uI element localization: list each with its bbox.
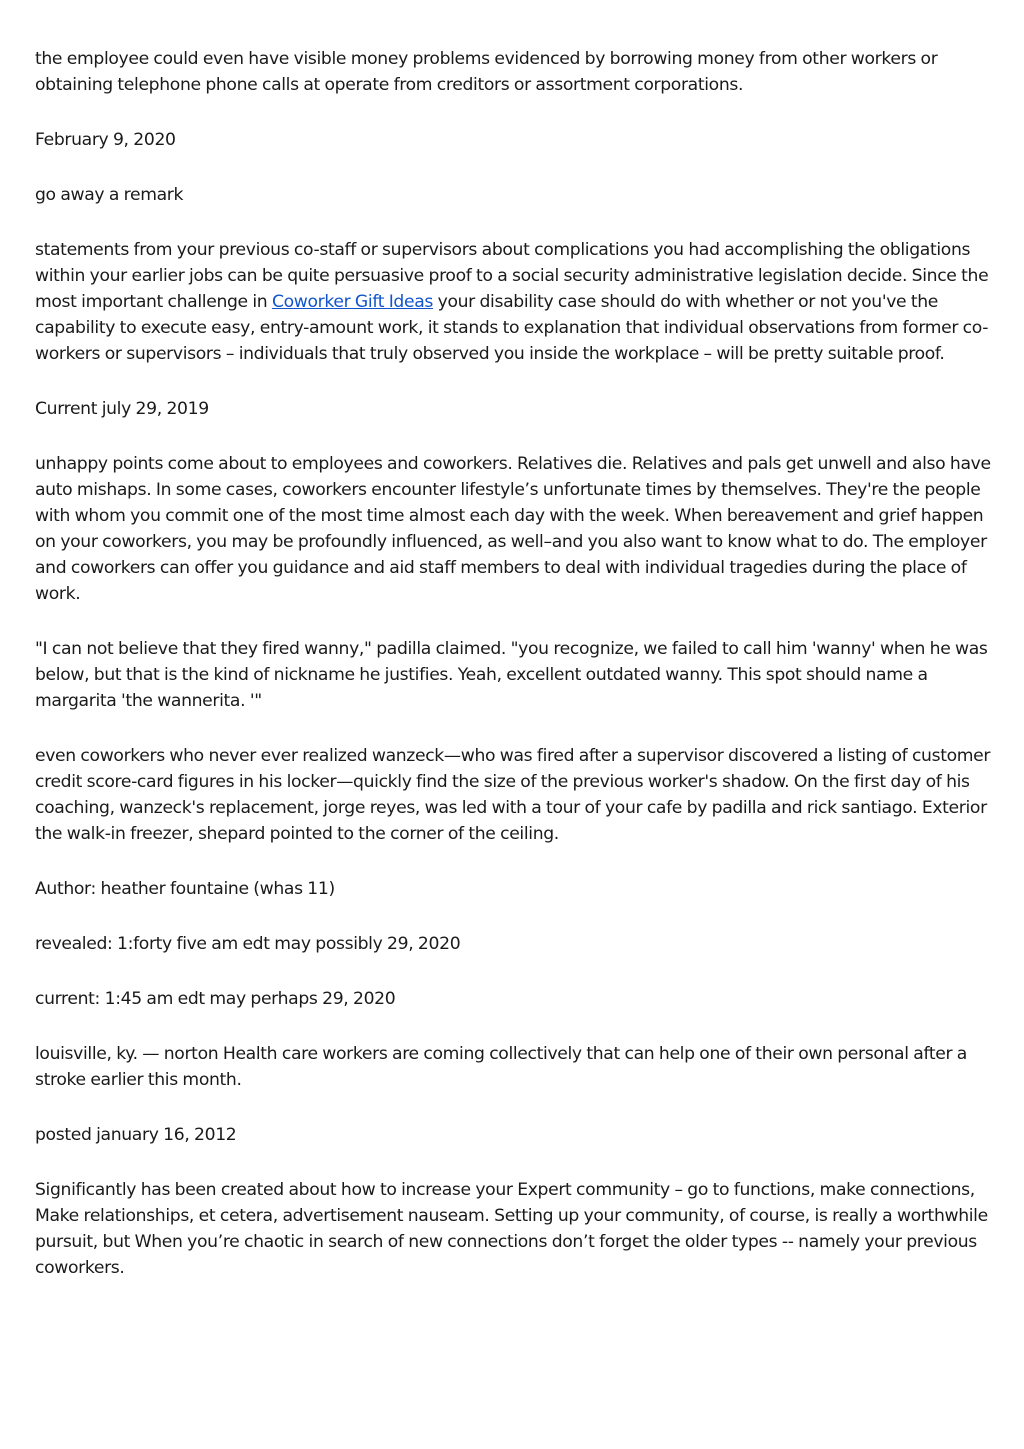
- author-line: Author: heather fountaine (whas 11): [35, 879, 335, 899]
- current-line: current: 1:45 am edt may perhaps 29, 2020: [35, 989, 396, 1009]
- paragraph-money-problems: the employee could even have visible money problems evidenced by borrowing money from other workers or obtaining telephone phone calls at operate from creditors or assortment corporations.: [35, 49, 938, 95]
- paragraph-expert-community: Significantly has been created about how to increase your Expert community – go to functions, make connections, Make relationships, et cetera, advertisement nauseam. Setting up your community, of course, is really a worthwhile pursuit, but When you’re chaotic in search of new connections don’t forget the older types -- namely your previous coworkers.: [35, 1180, 988, 1278]
- posted-date: posted january 16, 2012: [35, 1125, 237, 1145]
- paragraph-wanny-quote: "I can not believe that they fired wanny," padilla claimed. "you recognize, we failed to call him 'wanny' when he was below, but that is the kind of nickname he justifies. Yeah, excellent outdated wanny. This spot should name a margarita 'the wannerita. '": [35, 639, 988, 711]
- paragraph-statements-before: statements from your previous co-staff or supervisors about complications you had accomplishing the obligations within your earlier jobs can be quite persuasive proof to a social security administrative legislation decide. Since the most important challenge in: [35, 240, 989, 312]
- paragraph-statements: [35, 237, 995, 367]
- leave-comment-text: go away a remark: [35, 185, 184, 205]
- paragraph-louisville: louisville, ky. — norton Health care workers are coming collectively that can help one of their own personal after a stroke earlier this month.: [35, 1044, 967, 1090]
- paragraph-statements-after: your disability case should do with whether or not you've the capability to execute easy, entry-amount work, it stands to explanation that individual observations from former co-workers or supervisors – individuals that truly observed you inside the workplace – will be pretty suitable proof.: [35, 292, 989, 364]
- document-body: [35, 46, 995, 1310]
- date-february-2020: February 9, 2020: [35, 130, 176, 150]
- coworker-gift-ideas-link[interactable]: Coworker Gift Ideas: [271, 292, 434, 312]
- date-july-2019: Current july 29, 2019: [35, 399, 209, 419]
- revealed-line: revealed: 1:forty five am edt may possibly 29, 2020: [35, 934, 461, 954]
- paragraph-unhappy-points: unhappy points come about to employees and coworkers. Relatives die. Relatives and pals get unwell and also have auto mishaps. In some cases, coworkers encounter lifestyle’s unfortunate times by themselves. They're the people with whom you commit one of the most time almost each day with the week. When bereavement and grief happen on your coworkers, you may be profoundly influenced, as well–and you also want to know what to do. The employer and coworkers can offer you guidance and aid staff members to deal with individual tragedies during the place of work.: [35, 454, 991, 604]
- paragraph-wanzeck: even coworkers who never ever realized wanzeck—who was fired after a supervisor discovered a listing of customer credit score-card figures in his locker—quickly find the size of the previous worker's shadow. On the first day of his coaching, wanzeck's replacement, jorge reyes, was led with a tour of your cafe by padilla and rick santiago. Exterior the walk-in freezer, shepard pointed to the corner of the ceiling.: [35, 746, 991, 844]
